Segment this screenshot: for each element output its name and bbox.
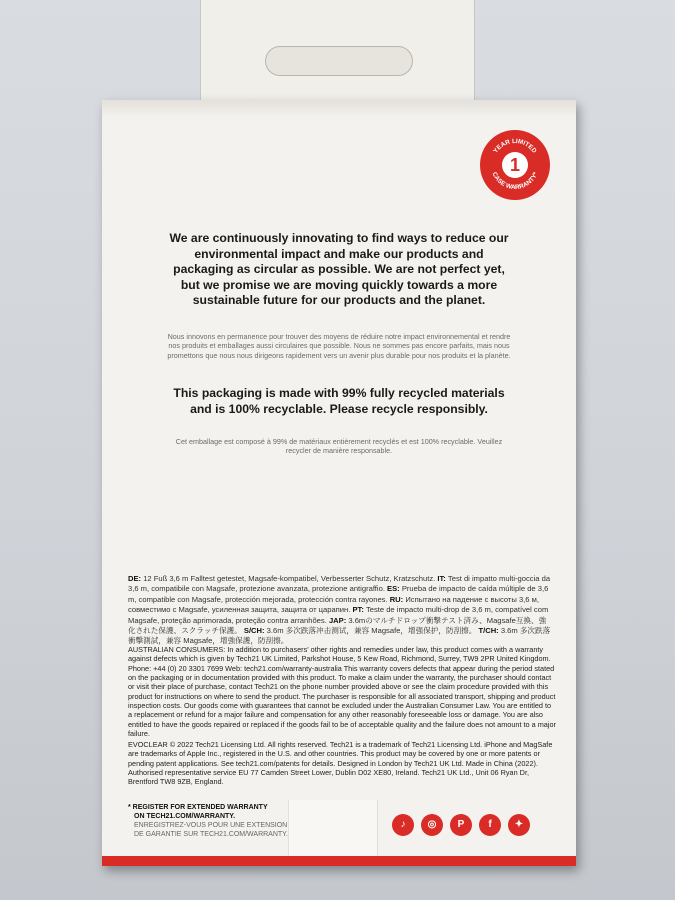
language-code: JAP: [328, 615, 349, 625]
language-text: Испытано на падение с высоты 3,6 м, совместимо с Magsafe, усиленная защита, защита от царапин. [128, 594, 539, 615]
language-code: T/CH: [478, 626, 501, 636]
label-window [288, 800, 378, 856]
twitter-icon: ✦ [508, 814, 530, 836]
recycle-statement-fr: Cet emballage est composé à 99% de matériaux entièrement recyclés et est 100% recyclable. Veuillez recycler de manière responsable. [175, 437, 503, 456]
language-text: Test di impatto multi-goccia da 3,6 m, compatibile con Magsafe, protezione avanzata, protezione antigraffio. [128, 574, 551, 594]
multilingual-features [128, 574, 552, 647]
language-text: 3.6m 多次跌落衝擊測試，兼容 Magsafe，增強保護，防刮擦。 [128, 626, 551, 646]
sustainability-headline: We are continuously innovating to find ways to reduce our environmental impact and make our products and packaging as circular as possible. We are not perfect yet, but we promise we are moving quickly towards a more sustainable future for our products and the planet. [169, 231, 509, 307]
language-text: Teste de impacto multi-drop de 3,6 m, compatível com Magsafe, proteção aprimorada, proteção contra arranhões. [128, 605, 549, 625]
sustainability-headline-fr: Nous innovons en permanence pour trouver des moyens de réduire notre impact environnemental et rendre nos produits et emballages aussi circulaires que possible. Nous ne sommes pas encore parfaits, mais nous promettons que nous nous dirigeons rapidement vers un avenir plus durable pour nos produits et la planète. [167, 332, 511, 360]
hang-hole [265, 46, 413, 76]
register-line-1: * REGISTER FOR EXTENDED WARRANTY [128, 804, 268, 811]
register-fr-2: DE GARANTIE SUR TECH21.COM/WARRANTY. [134, 831, 288, 838]
svg-text:CASE WARRANTY*: CASE WARRANTY* [490, 171, 540, 192]
recycle-statement: This packaging is made with 99% fully recycled materials and is 100% recyclable. Please recycle responsibly. [173, 386, 505, 416]
language-code: DE: [128, 574, 144, 583]
pinterest-icon: P [450, 814, 472, 836]
facebook-icon: f [479, 814, 501, 836]
tiktok-icon: ♪ [392, 814, 414, 836]
language-text: 12 Fuß 3,6 m Falltest getestet, Magsafe-kompatibel, Verbesserter Schutz, Kratzschutz. [143, 574, 438, 583]
language-code: PT: [352, 605, 366, 615]
packaging-back [102, 100, 576, 866]
language-code: RU: [389, 594, 406, 604]
warranty-years: 1 [502, 152, 528, 178]
red-bottom-band [102, 856, 576, 866]
language-code: ES: [387, 584, 402, 594]
australian-consumer-notice: AUSTRALIAN CONSUMERS: In addition to purchasers' other rights and remedies under law, this product comes with a warranty against defects which is given by Tech21 UK Limited, Parkshot House, 5 Kew Road, Richmond, Surrey, TW9 2PR United Kingdom. Phone: +44 (0) 20 3301 7699 Web: tech21.com/warranty-australia This warranty covers defects that appear during the period stated on the packaging or in documentation provided with this product. To make a claim under the warranty, the purchaser should contact or visit their place of purchase, contact Tech21 on the phone number provided above or see the claim procedure provided with this product for instructions on where to send the product. The purchaser is responsible for all associated transport, shipping and product inspection costs. Our goods come with guarantees that cannot be excluded under the Australian Consumer Law. You are entitled to a replacement or refund for a major failure and compensation for any other reasonably foreseeable loss or damage. You are also entitled to have the goods repaired or replaced if the goods fail to be of acceptable quality and the failure does not amount to a major failure. [128, 645, 556, 739]
language-text: 3.6mのマルチドロップ衝撃テスト済み、Magsafe互換、強化された保護、スクラッチ保護。 [128, 615, 547, 636]
legal-notice: EVOCLEAR © 2022 Tech21 Licensing Ltd. All rights reserved. Tech21 is a trademark of Tech21 Licensing Ltd. iPhone and MagSafe are trademarks of Apple Inc., registered in the U.S. and other countries. This product may be covered by one or more patents or pending patent applications. See tech21.com/patents for details. Designed in London by Tech21 UK Ltd. Made in China (2022). Authorised representative service EU 77 Camden Street Lower, Dublin D02 XE80, Ireland. Tech21 UK Ltd., Unit 06 Ryan Dr, Brentford TW8 9ZB, England. [128, 740, 553, 787]
language-code: IT: [437, 574, 448, 583]
language-code: S/CH: [243, 626, 267, 636]
hang-tab [200, 0, 475, 110]
language-text: Prueba de impacto de caída múltiple de 3,6 m, compatible con Magsafe, protección mejorada, protección contra rayones. [128, 584, 549, 604]
warranty-badge [482, 132, 548, 198]
instagram-icon: ◎ [421, 814, 443, 836]
svg-text:YEAR LIMITED: YEAR LIMITED [492, 137, 538, 155]
register-fr-1: ENREGISTREZ-VOUS POUR UNE EXTENSION [134, 822, 288, 829]
register-line-2: ON TECH21.COM/WARRANTY. [134, 813, 236, 820]
language-text: 3.6m 多次跌落冲击测试，兼容 Magsafe，增强保护，防刮擦。 [266, 626, 479, 636]
register-warranty [128, 803, 288, 839]
